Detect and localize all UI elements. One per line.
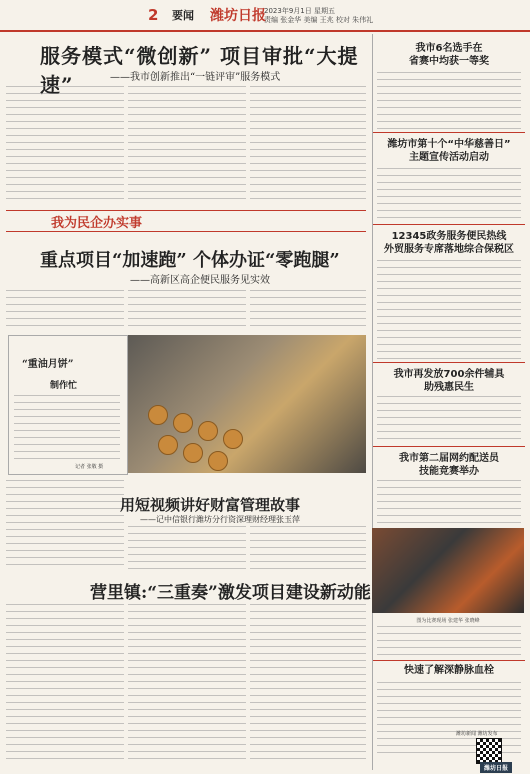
qr-label: 潍坊新闻 潍坊发布 [456,731,498,737]
brief-2-text [377,168,521,220]
article-3-col-1 [128,526,246,570]
subheadline-2: ——高新区高企便民服务见实效 [130,275,270,286]
article-1-col-2 [128,86,246,204]
mooncake-icon [198,421,218,441]
delivery-competition-photo [372,528,524,613]
banner-label: 我为民企办实事 [51,216,143,231]
article-2-col-1 [6,290,124,332]
brief-divider [373,224,525,225]
mooncake-icon [158,435,178,455]
editor-credits: 责编 张金华 美编 王兆 校对 朱伟礼 [264,16,374,24]
page-number: 2 [148,6,159,24]
mooncake-icon [148,405,168,425]
headline-1: 服务模式“微创新” 项目审批“大提速” [40,44,359,97]
brief-1-text [377,72,521,130]
brief-5-title: 我市第二届网约配送员 技能竞赛举办 [399,453,499,477]
section-banner [6,210,366,230]
qr-code-icon [476,738,502,764]
poem-subtitle: 制作忙 [50,381,78,391]
section-name: 要闻 [172,9,194,22]
brief-3-title: 12345政务服务便民热线 外贸服务专席落地综合保税区 [384,231,514,255]
mooncake-icon [223,429,243,449]
brief-divider [373,660,525,661]
brief-3-text [377,260,521,360]
subheadline-3: ——记中信银行潍坊分行资深理财经理张玉萍 [140,515,300,524]
brief-divider [373,446,525,447]
mooncake-icon [173,413,193,433]
date-text: 2023年9月1日 星期五 [264,7,335,15]
brief-4-title: 我市再发放700余件辅具 助残惠民生 [393,369,505,393]
brief-divider [373,362,525,363]
article-4-col-3 [250,604,366,764]
headline-3: 用短视频讲好财富管理故事 [120,496,301,514]
brief-4-text [377,396,521,444]
newspaper-logo: 潍坊日报 [210,8,266,24]
poem-title: “重油月饼” [22,359,74,370]
brief-5-continued [377,626,521,658]
headline-2: 重点项目“加速跑” 个体办证“零跑腿” [40,250,340,271]
brief-1-title: 我市6名选手在 省赛中均获一等奖 [409,43,489,67]
photo-byline: 记者 张敬 摄 [75,464,104,470]
mooncake-photo [128,335,366,473]
brief-5-text [377,480,521,524]
subheadline-1: ——我市创新推出“一链评审”服务模式 [110,72,281,83]
mooncake-icon [208,451,228,471]
article-3-col-2 [250,526,366,570]
photo-caption: 图为比赛现场 张建华 张晓峰 [416,618,480,624]
mooncake-icon [183,443,203,463]
right-news-column [372,34,525,770]
article-2-continued [6,480,124,570]
date-line [264,7,373,25]
headline-4: 营里镇:“三重奏”激发项目建设新动能 [90,583,371,603]
footer-tag: 潍坊日报 [480,762,512,773]
article-4-col-2 [128,604,246,764]
article-2-col-3 [250,290,366,332]
article-1-col-3 [250,86,366,204]
poem-caption-text [14,395,120,459]
brief-2-title: 潍坊市第十个“中华慈善日” 主题宣传活动启动 [387,139,511,163]
brief-6-title: 快速了解深静脉血栓 [404,665,494,676]
article-1-col-1 [6,86,124,204]
article-4-col-1 [6,604,124,764]
article-2-col-2 [128,290,246,332]
brief-divider [373,132,525,133]
